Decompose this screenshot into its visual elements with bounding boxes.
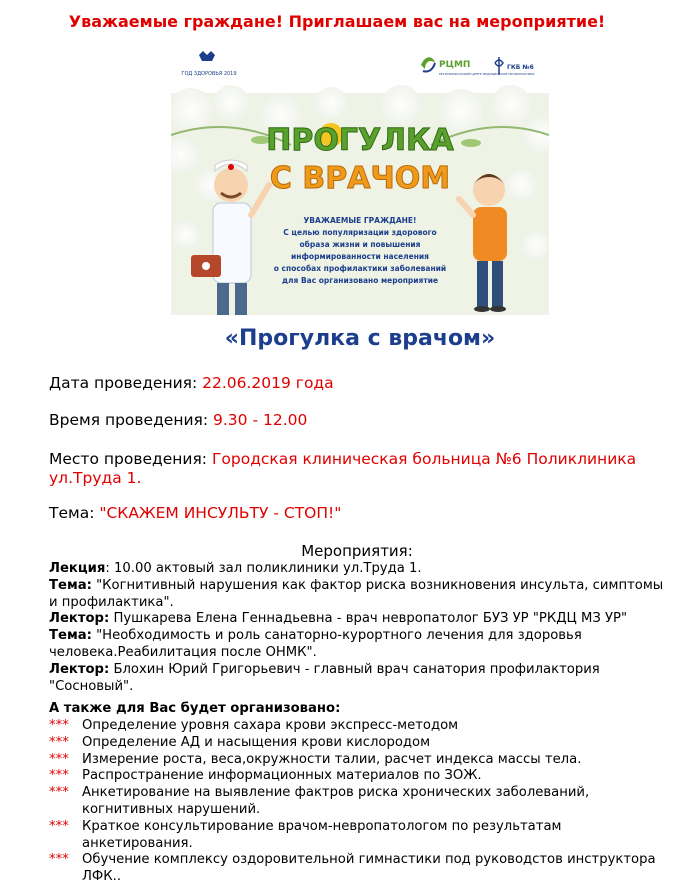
list-item-text: Определение уровня сахара крови экспресс-методом <box>82 718 459 733</box>
event-row-label: Тема: <box>49 577 92 593</box>
bullet-marker: *** <box>49 734 69 750</box>
svg-text:информированности населения: информированности населения <box>291 252 429 261</box>
list-item <box>49 768 674 785</box>
time-value: 9.30 - 12.00 <box>213 411 308 429</box>
list-item <box>49 718 674 735</box>
event-date <box>49 374 334 392</box>
event-row-text: Блохин Юрий Григорьевич - главный врач санатория профилактория "Сосновый". <box>49 661 600 694</box>
list-item-text: Анкетирование на выявление фактров риска хронических заболеваний, когнитивных нарушений. <box>82 785 590 817</box>
svg-text:С целью популяризации здоровог: С целью популяризации здорового <box>283 228 437 237</box>
bullet-marker: *** <box>49 785 69 801</box>
event-row-label: Лекция <box>49 561 106 576</box>
svg-text:С ВРАЧОМ: С ВРАЧОМ <box>269 161 451 196</box>
list-item <box>49 785 674 819</box>
events-title: Мероприятия: <box>301 542 413 560</box>
place-value: Городская клиническая больница №6 Поликлиника ул.Труда 1. <box>49 450 637 487</box>
event-row-label: Тема: <box>49 628 92 644</box>
event-row-text: : 10.00 актовый зал поликлиники ул.Труда 1. <box>105 561 422 576</box>
svg-text:РЕСПУБЛИКАНСКИЙ ЦЕНТР МЕДИЦИНС: РЕСПУБЛИКАНСКИЙ ЦЕНТР МЕДИЦИНСКОЙ ПРОФИЛАКТИКИ <box>439 72 535 76</box>
event-row-text: Пушкарева Елена Геннадьевна - врач невропатолог БУЗ УР "РКДЦ МЗ УР" <box>109 611 628 627</box>
event-theme <box>49 504 341 522</box>
event-row <box>49 561 669 578</box>
theme-value: "СКАЖЕМ ИНСУЛЬТУ - СТОП!" <box>99 504 342 522</box>
event-time <box>49 411 307 429</box>
event-row-label: Лектор: <box>49 661 110 677</box>
list-item <box>49 819 674 853</box>
time-label: Время проведения: <box>49 411 214 429</box>
event-row-text: "Когнитивный нарушения как фактор риска возникновения инсульта, симптомы и профилактика". <box>49 577 664 610</box>
svg-text:УВАЖАЕМЫЕ ГРАЖДАНЕ!: УВАЖАЕМЫЕ ГРАЖДАНЕ! <box>303 216 417 225</box>
also-list <box>49 718 674 886</box>
list-item <box>49 752 674 769</box>
svg-text:образа жизни и повышения: образа жизни и повышения <box>299 240 421 249</box>
svg-text:РЦМП: РЦМП <box>439 60 471 70</box>
list-item <box>49 735 674 752</box>
bullet-marker: *** <box>49 768 69 784</box>
bullet-marker: *** <box>49 852 69 868</box>
bullet-marker: *** <box>49 818 69 834</box>
event-row <box>49 611 669 628</box>
events-list <box>49 561 669 695</box>
list-item <box>49 852 674 886</box>
list-item-text: Определение АД и насыщения крови кислородом <box>82 734 431 750</box>
bullet-marker: *** <box>49 751 69 767</box>
bullet-marker: *** <box>49 718 69 733</box>
date-label: Дата проведения: <box>49 374 203 392</box>
place-label: Место проведения: <box>49 450 212 468</box>
list-item-text: Краткое консультирование врачом-невропатологом по результатам анкетирования. <box>82 818 562 851</box>
list-item-text: Распространение информационных материалов по ЗОЖ. <box>82 768 482 784</box>
banner-event-name: «Прогулка с врачом» <box>224 326 496 351</box>
event-row <box>49 628 669 662</box>
event-row <box>49 578 669 612</box>
event-row <box>49 662 669 696</box>
list-item-text: Обучение комплексу оздоровительной гимнастики под руководстов инструктора ЛФК.. <box>82 852 656 885</box>
event-row-text: "Необходимость и роль санаторно-курортного лечения для здоровья человека.Реабилитация после ОНМК". <box>49 628 582 660</box>
date-value: 22.06.2019 года <box>202 374 334 392</box>
event-banner-image <box>171 45 549 357</box>
page-heading: Уважаемые граждане! Приглашаем вас на мероприятие! <box>68 12 606 31</box>
svg-text:ГОД ЗДОРОВЬЯ 2019: ГОД ЗДОРОВЬЯ 2019 <box>181 71 237 77</box>
svg-text:ГКБ №6: ГКБ №6 <box>507 64 534 71</box>
theme-label: Тема: <box>49 504 100 522</box>
svg-text:о способах профилактики заболе: о способах профилактики заболеваний <box>273 264 447 273</box>
svg-text:ПРОГУЛКА: ПРОГУЛКА <box>266 123 454 158</box>
also-title: А также для Вас будет организовано: <box>49 701 341 716</box>
event-place <box>49 450 649 488</box>
event-row-label: Лектор: <box>49 611 110 627</box>
list-item-text: Измерение роста, веса,окружности талии, расчет индекса массы тела. <box>82 751 582 767</box>
svg-text:для Вас организовано мероприят: для Вас организовано мероприятие <box>281 276 439 285</box>
